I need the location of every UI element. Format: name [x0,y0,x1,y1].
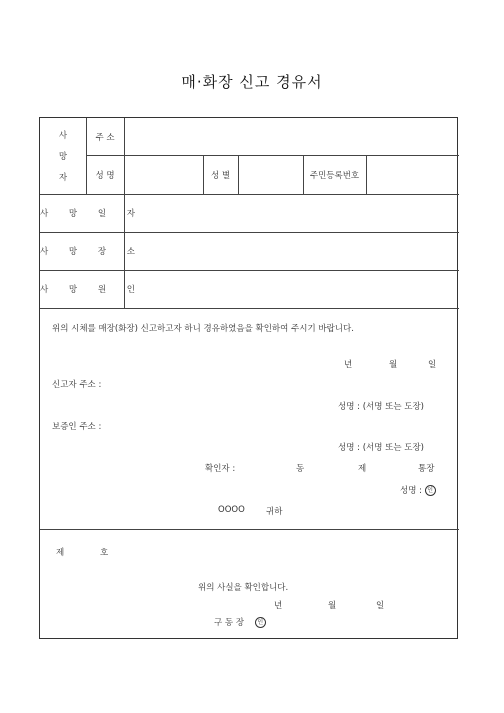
name-seal-label: 성명 : [400,486,422,496]
footer-date-month: 월 [328,601,337,611]
date-year: 년 [344,360,353,370]
death-cause-field[interactable] [125,271,458,307]
guarantor-signature-line: 성명 : (서명 또는 도장) [338,443,424,453]
divider [40,308,459,309]
deceased-label-2: 망 [58,152,68,162]
date-month: 월 [389,360,398,370]
confirm-statement: 위의 사실을 확인합니다. [198,583,289,593]
death-cause-label: 사 망 원 인 [40,285,144,295]
date-day: 일 [428,360,437,370]
death-place-label: 사 망 장 소 [40,247,144,257]
addressee: OOOO [218,505,245,515]
footer-date-day: 일 [376,601,385,611]
honorific: 귀하 [266,507,283,517]
deceased-label-3: 자 [58,173,68,183]
number-label-ho: 호 [100,548,109,558]
death-place-field[interactable] [125,233,458,269]
confirmer-dong: 동 [296,464,305,474]
guarantor-address-label: 보증인 주소 : [52,422,102,432]
gender-label: 성 별 [210,171,231,181]
death-date-field[interactable] [125,195,458,231]
address-label: 주 소 [95,133,115,143]
divider [86,118,87,194]
footer-date-year: 년 [274,601,283,611]
resident-number-label: 주민등록번호 [309,171,360,181]
report-form [39,117,458,639]
official-line [214,616,266,628]
number-label-je: 제 [56,548,65,558]
divider [40,529,459,530]
name-label: 성 명 [95,171,115,181]
deceased-label-1: 사 [58,131,68,141]
name-field[interactable] [125,156,202,193]
seal-icon: 인 [425,485,436,496]
resident-number-field[interactable] [367,156,458,193]
confirmer-number: 제 [358,464,367,474]
death-date-label: 사 망 일 자 [40,209,144,219]
name-seal-line [400,484,436,496]
gender-field[interactable] [239,156,302,193]
confirmer-tongjang: 통장 [418,464,435,474]
reporter-address-label: 신고자 주소 : [52,380,102,390]
document-title: 매·화장 신고 경유서 [181,73,323,91]
reporter-signature-line: 성명 : (서명 또는 도장) [338,402,424,412]
address-field[interactable] [125,119,458,154]
confirmer-label: 확인자 : [205,464,236,474]
seal-icon: 인 [255,617,266,628]
request-statement: 위의 시체를 매장(화장) 신고하고자 하니 경유하였음을 확인하여 주시기 바랍니다. [52,324,354,334]
official-title: 구 동 장 [214,618,245,628]
